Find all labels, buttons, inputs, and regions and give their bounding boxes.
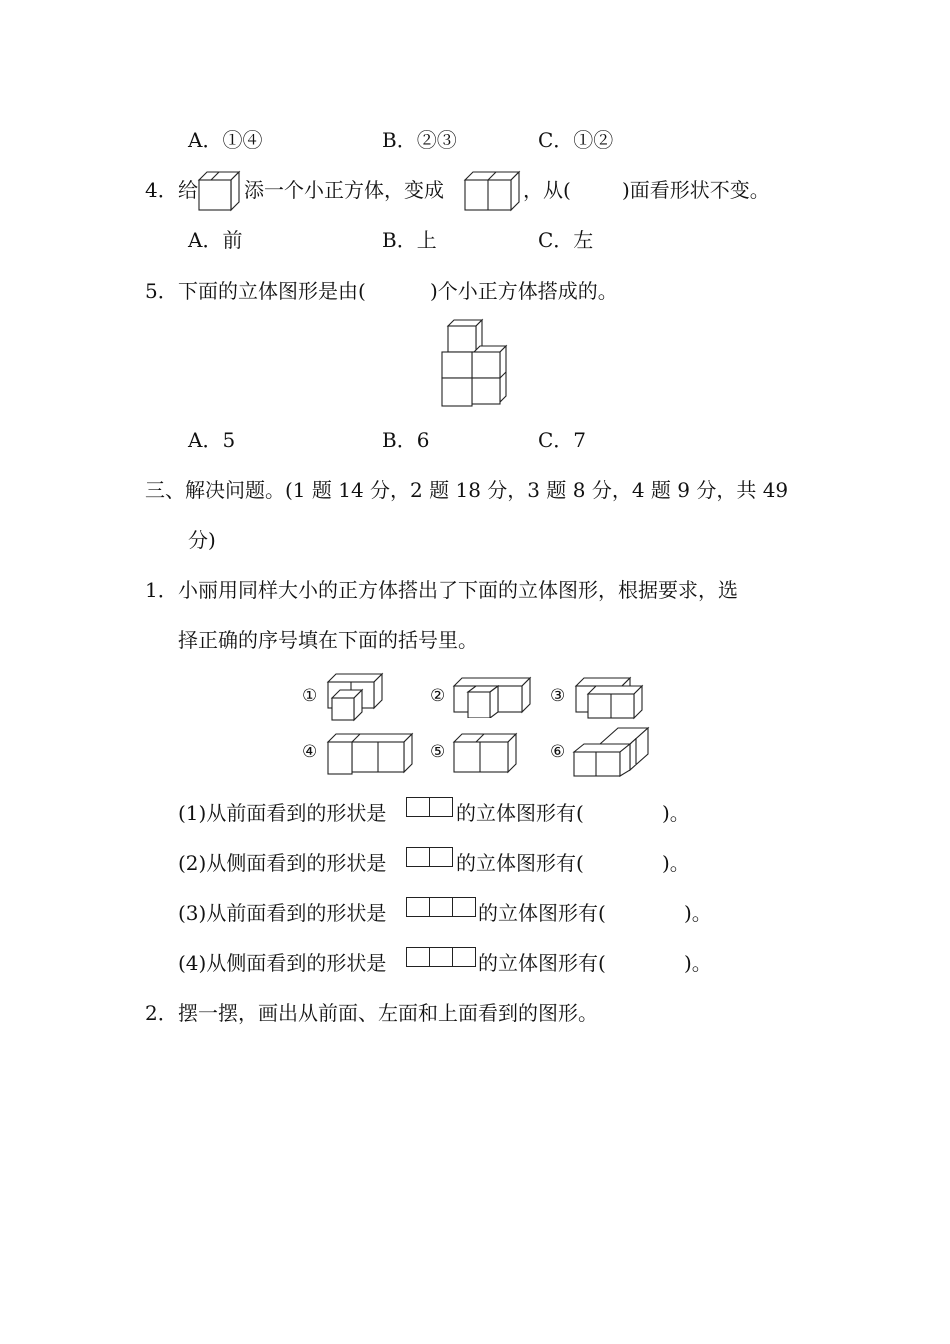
sub-q3-end: )。	[684, 901, 712, 925]
sub-q1-end: )。	[662, 801, 690, 825]
q3-option-a: A．①④	[188, 128, 263, 152]
figure-label-1: ①	[302, 686, 318, 706]
q5-option-a: A．5	[188, 428, 236, 452]
sub-q4-end: )。	[684, 951, 712, 975]
sub-q2-post: 的立体图形有(	[456, 851, 584, 875]
p1-number: 1．	[145, 578, 178, 602]
q4-option-b: B．上	[382, 228, 437, 252]
p1-line-1: 小丽用同样大小的正方体搭出了下面的立体图形，根据要求，选	[178, 578, 738, 602]
section-3-title-cont: 分)	[188, 528, 216, 552]
sub-q1-post: 的立体图形有(	[456, 801, 584, 825]
cube-figure-1	[326, 670, 384, 722]
figure-label-2: ②	[430, 686, 446, 706]
q4-option-c: C．左	[538, 228, 594, 252]
p2-number: 2．	[145, 1001, 178, 1025]
sub-q2-pre: (2)从侧面看到的形状是	[178, 851, 387, 875]
figure-label-3: ③	[550, 686, 566, 706]
q4-text-mid: 添一个小正方体，变成	[244, 178, 444, 202]
sub-q1-pre: (1)从前面看到的形状是	[178, 801, 387, 825]
figure-label-4: ④	[302, 742, 318, 762]
q4-cube-figure-b	[463, 168, 523, 212]
q4-text-pre: 给	[178, 178, 198, 202]
q5-text: 下面的立体图形是由(	[178, 279, 366, 303]
figure-label-5: ⑤	[430, 742, 446, 762]
cube-figure-2	[452, 674, 532, 718]
q3-option-b: B．②③	[382, 128, 457, 152]
q4-text-end: )面看形状不变。	[622, 178, 770, 202]
sub-q2-end: )。	[662, 851, 690, 875]
cube-figure-4	[326, 728, 414, 776]
two-square-shape-icon	[406, 847, 453, 867]
q5-number: 5．	[145, 279, 178, 303]
three-square-shape-icon	[406, 897, 476, 917]
q5-text-end: )个小正方体搭成的。	[430, 279, 618, 303]
q4-option-a: A．前	[188, 228, 243, 252]
q5-option-b: B．6	[382, 428, 430, 452]
q5-option-c: C．7	[538, 428, 587, 452]
q4-number: 4．	[145, 178, 178, 202]
p1-line-2: 择正确的序号填在下面的括号里。	[178, 628, 478, 652]
figure-label-6: ⑥	[550, 742, 566, 762]
q3-option-c: C．①②	[538, 128, 614, 152]
sub-q4-post: 的立体图形有(	[478, 951, 606, 975]
cube-figure-6	[572, 726, 650, 778]
q5-cube-stack-figure	[440, 318, 508, 410]
two-square-shape-icon	[406, 797, 453, 817]
cube-figure-5	[452, 730, 518, 776]
section-3-title: 三、解决问题。(1 题 14 分，2 题 18 分，3 题 8 分，4 题 9 分，共 49	[145, 478, 789, 502]
cube-figure-3	[574, 674, 646, 720]
sub-q3-pre: (3)从前面看到的形状是	[178, 901, 387, 925]
sub-q3-post: 的立体图形有(	[478, 901, 606, 925]
sub-q4-pre: (4)从侧面看到的形状是	[178, 951, 387, 975]
three-square-shape-icon	[406, 947, 476, 967]
p2-text: 摆一摆，画出从前面、左面和上面看到的图形。	[178, 1001, 598, 1025]
q4-cube-figure-a	[197, 168, 243, 212]
q4-text-post: ，从(	[523, 178, 571, 202]
